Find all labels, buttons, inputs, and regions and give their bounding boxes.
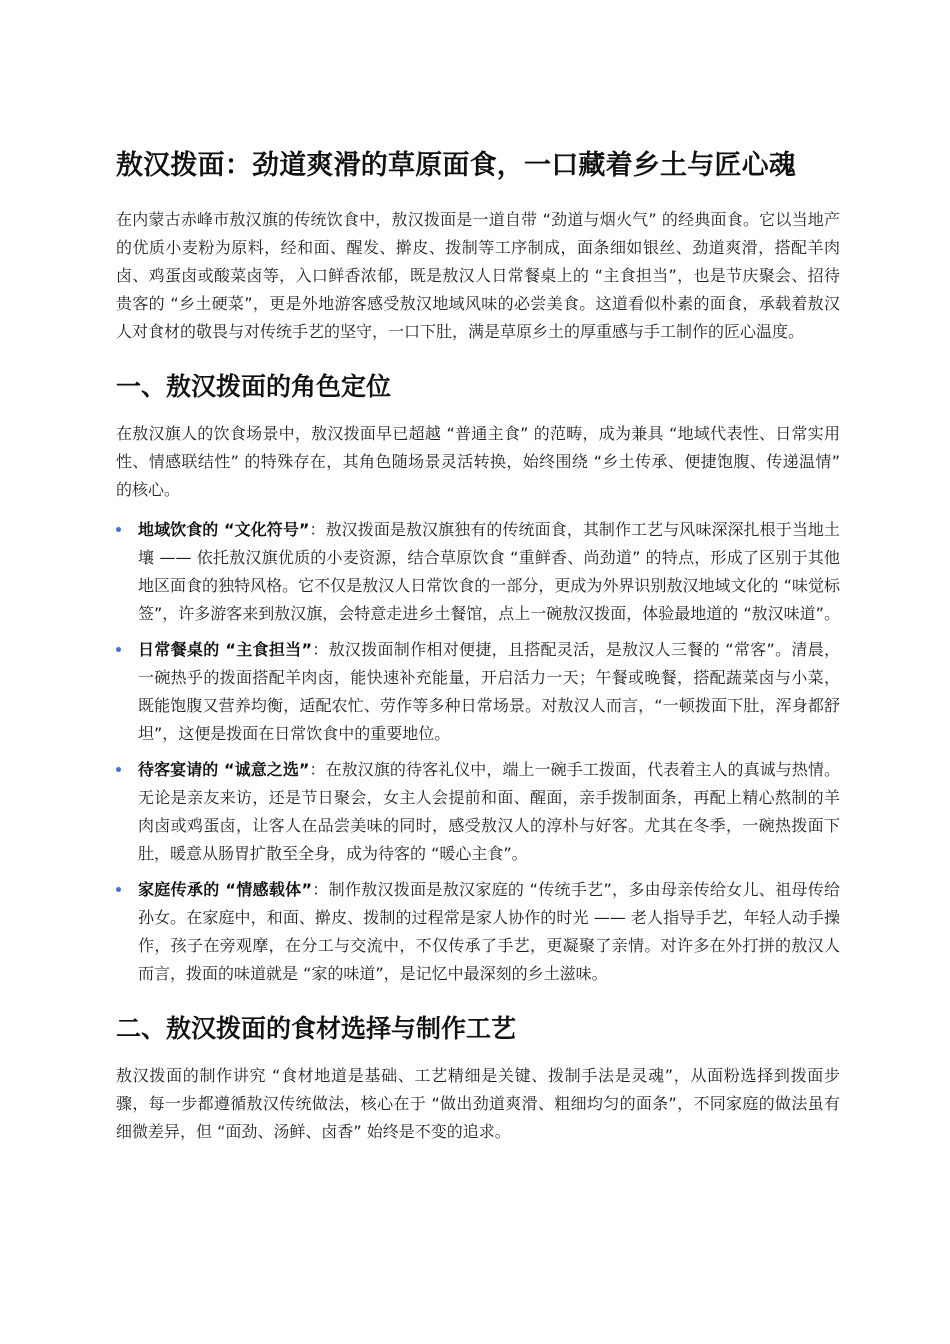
list-item-text: ：敖汉拨面制作相对便捷，且搭配灵活，是敖汉人三餐的 “常客”。清晨，一碗热乎的拨面搭配羊肉卤，能快速补充能量，开启活力一天；午餐或晚餐，搭配蔬菜卤与小菜，既能饱腹又营养均衡，适配农忙、劳作等多种日常场景。对敖汉人而言，“一顿拨面下肚，浑身都舒坦”，这便是拨面在日常饮食中的重要地位。 — [138, 640, 840, 743]
role-list — [116, 516, 840, 988]
list-item — [116, 876, 840, 988]
list-item-text: ：敖汉拨面是敖汉旗独有的传统面食，其制作工艺与风味深深扎根于当地土壤 —— 依托敖汉旗优质的小麦资源，结合草原饮食 “重鲜香、尚劲道” 的特点，形成了区别于其他地区面食的独特风格。它不仅是敖汉人日常饮食的一部分，更成为外界识别敖汉地域文化的 “味觉标签”，许多游客来到敖汉旗，会特意走进乡土餐馆，点上一碗敖汉拨面，体验最地道的 “敖汉味道”。 — [138, 520, 840, 623]
bullet-icon — [116, 767, 121, 772]
list-item-title: 家庭传承的 “情感载体” — [138, 880, 312, 899]
bullet-icon — [116, 527, 121, 532]
section-heading-role: 一、敖汉拨面的角色定位 — [116, 372, 392, 401]
list-item-text: ：在敖汉旗的待客礼仪中，端上一碗手工拨面，代表着主人的真诚与热情。无论是亲友来访，还是节日聚会，女主人会提前和面、醒面，亲手拨制面条，再配上精心熬制的羊肉卤或鸡蛋卤，让客人在品尝美味的同时，感受敖汉人的淳朴与好客。尤其在冬季，一碗热拨面下肚，暖意从肠胃扩散至全身，成为待客的 “暖心主食”。 — [138, 760, 840, 863]
list-item — [116, 756, 840, 868]
page-title: 敖汉拨面：劲道爽滑的草原面食，一口藏着乡土与匠心魂 — [116, 150, 796, 181]
bullet-icon — [116, 647, 121, 652]
list-item-title: 日常餐桌的 “主食担当” — [138, 640, 312, 659]
document-page — [116, 146, 840, 1158]
list-item-text: ：制作敖汉拨面是敖汉家庭的 “传统手艺”，多由母亲传给女儿、祖母传给孙女。在家庭中，和面、擀皮、拨制的过程常是家人协作的时光 —— 老人指导手艺，年轻人动手操作，孩子在旁观摩，在分工与交流中，不仅传承了手艺，更凝聚了亲情。对许多在外打拼的敖汉人而言，拨面的味道就是 “家的味道”，是记忆中最深刻的乡土滋味。 — [138, 880, 840, 983]
list-item-title: 地域饮食的 “文化符号” — [138, 520, 310, 539]
bullet-icon — [116, 887, 121, 892]
intro-paragraph: 在内蒙古赤峰市敖汉旗的传统饮食中，敖汉拨面是一道自带 “劲道与烟火气” 的经典面食。它以当地产的优质小麦粉为原料，经和面、醒发、擀皮、拨制等工序制成，面条细如银丝、劲道爽滑，搭配羊肉卤、鸡蛋卤或酸菜卤等，入口鲜香浓郁，既是敖汉人日常餐桌上的 “主食担当”，也是节庆聚会、招待贵客的 “乡土硬菜”，更是外地游客感受敖汉地域风味的必尝美食。这道看似朴素的面食，承载着敖汉人对食材的敬畏与对传统手艺的坚守，一口下肚，满是草原乡土的厚重感与手工制作的匠心温度。 — [116, 210, 840, 341]
section-intro-craft: 敖汉拨面的制作讲究 “食材地道是基础、工艺精细是关键、拨制手法是灵魂”，从面粉选择到拨面步骤，每一步都遵循敖汉传统做法，核心在于 “做出劲道爽滑、粗细均匀的面条”，不同家庭的做法虽有细微差异，但 “面劲、汤鲜、卤香” 始终是不变的追求。 — [116, 1066, 840, 1141]
section-intro-role: 在敖汉旗人的饮食场景中，敖汉拨面早已超越 “普通主食” 的范畴，成为兼具 “地域代表性、日常实用性、情感联结性” 的特殊存在，其角色随场景灵活转换，始终围绕 “乡土传承、便捷饱腹、传递温情” 的核心。 — [116, 424, 840, 499]
list-item-title: 待客宴请的 “诚意之选” — [138, 760, 310, 779]
list-item — [116, 516, 840, 628]
list-item — [116, 636, 840, 748]
section-heading-craft: 二、敖汉拨面的食材选择与制作工艺 — [116, 1014, 517, 1043]
